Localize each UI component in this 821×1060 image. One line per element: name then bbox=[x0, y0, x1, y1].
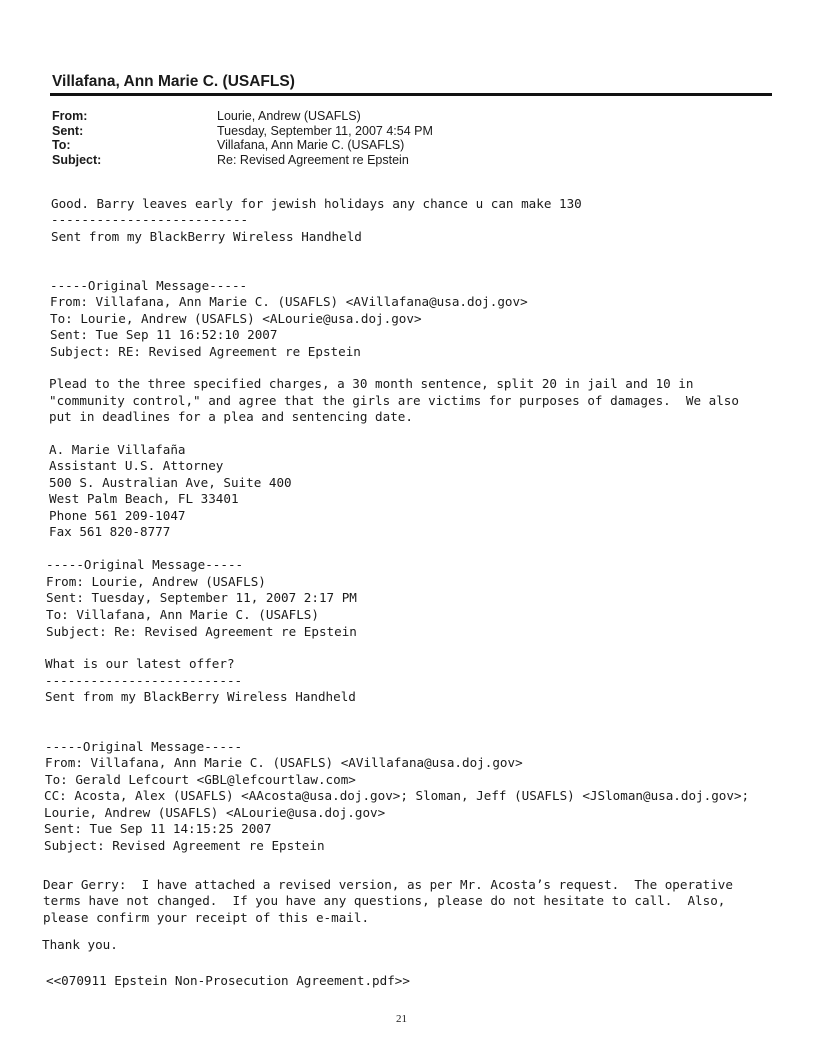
header-subject-row bbox=[52, 153, 433, 168]
message1-signature: Sent from my BlackBerry Wireless Handheld bbox=[51, 229, 362, 244]
original3-body-line3: please confirm your receipt of this e-mail. bbox=[43, 910, 370, 925]
original1-marker: -----Original Message----- bbox=[50, 278, 248, 293]
original1-from: From: Villafana, Ann Marie C. (USAFLS) <AVillafana@usa.doj.gov> bbox=[50, 294, 528, 309]
original1-body-line1: Plead to the three specified charges, a 30 month sentence, split 20 in jail and 10 in bbox=[49, 376, 694, 391]
original2-sent: Sent: Tuesday, September 11, 2007 2:17 PM bbox=[46, 590, 357, 605]
original2-from: From: Lourie, Andrew (USAFLS) bbox=[46, 574, 266, 589]
original2-signature: Sent from my BlackBerry Wireless Handheld bbox=[45, 689, 356, 704]
original2-to: To: Villafana, Ann Marie C. (USAFLS) bbox=[46, 607, 319, 622]
email-header bbox=[52, 109, 433, 167]
message1-text: Good. Barry leaves early for jewish holidays any chance u can make 130 bbox=[51, 196, 582, 211]
header-sent-value: Tuesday, September 11, 2007 4:54 PM bbox=[217, 123, 433, 138]
header-to-row bbox=[52, 138, 433, 153]
original3-body-line2: terms have not changed. If you have any questions, please do not hesitate to call. Also, bbox=[43, 893, 726, 908]
header-to-label: To: bbox=[52, 138, 71, 152]
original3-from: From: Villafana, Ann Marie C. (USAFLS) <AVillafana@usa.doj.gov> bbox=[45, 755, 523, 770]
original1-sig-phone: Phone 561 209-1047 bbox=[49, 508, 186, 523]
header-sent-row bbox=[52, 124, 433, 139]
original1-sig-addr2: West Palm Beach, FL 33401 bbox=[49, 491, 239, 506]
original3-body-line1: Dear Gerry: I have attached a revised version, as per Mr. Acosta’s request. The operative bbox=[43, 877, 733, 892]
original1-sent: Sent: Tue Sep 11 16:52:10 2007 bbox=[50, 327, 278, 342]
original2-marker: -----Original Message----- bbox=[46, 557, 244, 572]
original1-sig-addr1: 500 S. Australian Ave, Suite 400 bbox=[49, 475, 292, 490]
original1-sig-name: A. Marie Villafaña bbox=[49, 442, 186, 457]
original1-to: To: Lourie, Andrew (USAFLS) <ALourie@usa.doj.gov> bbox=[50, 311, 422, 326]
original3-to: To: Gerald Lefcourt <GBL@lefcourtlaw.com> bbox=[45, 772, 356, 787]
header-subject-label: Subject: bbox=[52, 152, 102, 167]
header-subject-value: Re: Revised Agreement re Epstein bbox=[217, 152, 409, 167]
original3-subject: Subject: Revised Agreement re Epstein bbox=[44, 838, 325, 853]
original1-sig-fax: Fax 561 820-8777 bbox=[49, 524, 171, 539]
original1-subject: Subject: RE: Revised Agreement re Epstein bbox=[50, 344, 361, 359]
title-rule bbox=[50, 93, 772, 96]
original3-cc-line1: CC: Acosta, Alex (USAFLS) <AAcosta@usa.doj.gov>; Sloman, Jeff (USAFLS) <JSloman@usa.doj.gov>; bbox=[44, 788, 750, 803]
message1-divider: -------------------------- bbox=[51, 212, 249, 227]
original2-divider: -------------------------- bbox=[45, 673, 243, 688]
header-from-value: Lourie, Andrew (USAFLS) bbox=[217, 109, 361, 123]
original3-marker: -----Original Message----- bbox=[45, 739, 243, 754]
header-sent-label: Sent: bbox=[52, 123, 84, 138]
page-number: 21 bbox=[396, 1013, 407, 1025]
original1-body-line2: "community control," and agree that the girls are victims for purposes of damages. We also bbox=[49, 393, 739, 408]
original3-cc-line2: Lourie, Andrew (USAFLS) <ALourie@usa.doj.gov> bbox=[44, 805, 386, 820]
header-from-label: From: bbox=[52, 109, 88, 123]
original3-attachment: <<070911 Epstein Non-Prosecution Agreement.pdf>> bbox=[46, 973, 410, 988]
document-title: Villafana, Ann Marie C. (USAFLS) bbox=[52, 73, 295, 90]
original2-subject: Subject: Re: Revised Agreement re Epstein bbox=[46, 624, 357, 639]
original2-body: What is our latest offer? bbox=[45, 656, 235, 671]
original1-body-line3: put in deadlines for a plea and sentencing date. bbox=[49, 409, 413, 424]
header-to-value: Villafana, Ann Marie C. (USAFLS) bbox=[217, 138, 405, 152]
original3-sent: Sent: Tue Sep 11 14:15:25 2007 bbox=[44, 821, 272, 836]
original3-thanks: Thank you. bbox=[42, 937, 118, 952]
header-from-row bbox=[52, 109, 433, 124]
original1-sig-title: Assistant U.S. Attorney bbox=[49, 458, 224, 473]
